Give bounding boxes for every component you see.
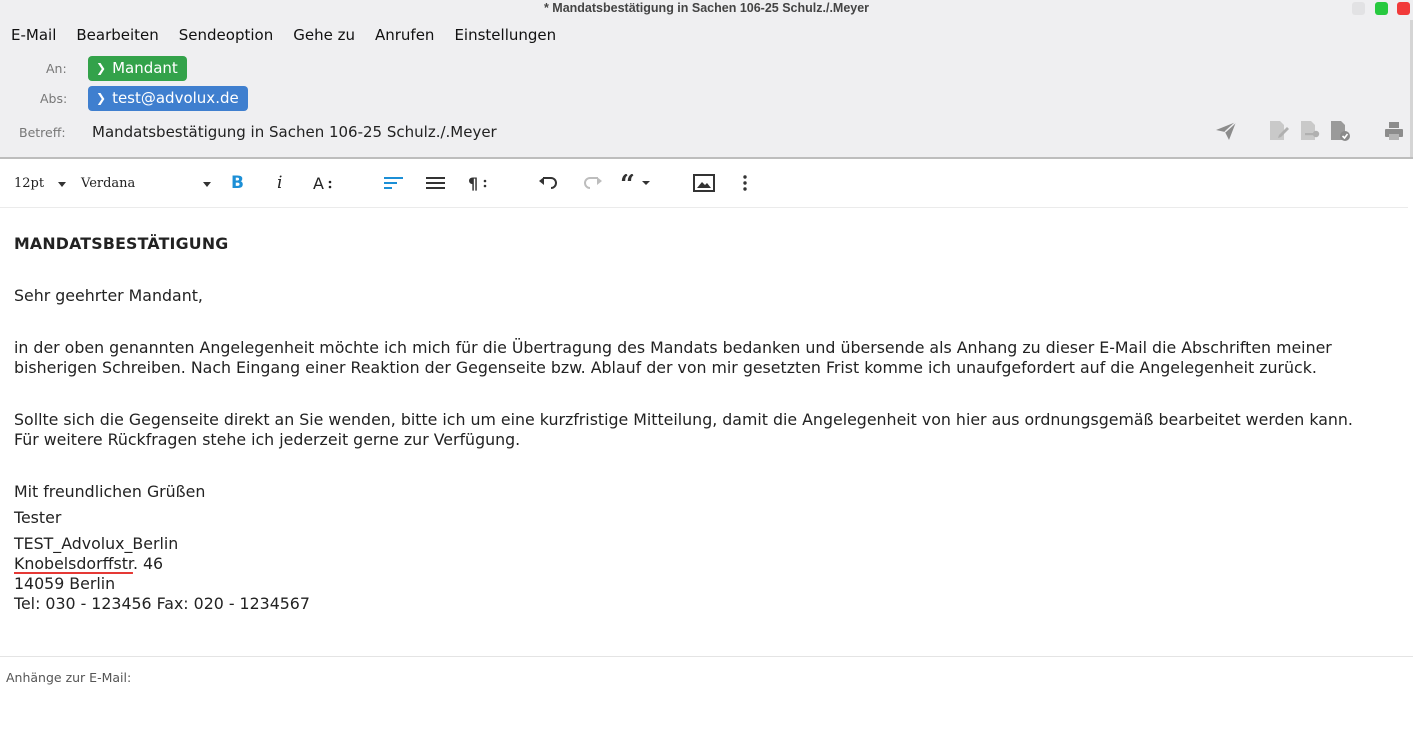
signature-name: Tester	[14, 508, 62, 527]
font-size-select[interactable]: 12pt	[14, 175, 45, 191]
format-toolbar	[0, 159, 1413, 207]
svg-text:A: A	[313, 174, 324, 193]
send-icon[interactable]	[1214, 119, 1238, 143]
paragraph-format-icon[interactable]	[468, 171, 490, 195]
from-label: Abs:	[40, 91, 68, 106]
paragraph-2-line-2: Für weitere Rückfragen stehe ich jederzeit gerne zur Verfügung.	[14, 430, 521, 449]
attachments-label: Anhänge zur E-Mail:	[6, 670, 132, 685]
maximize-button[interactable]	[1375, 2, 1388, 15]
paragraph-2-line-1: Sollte sich die Gegenseite direkt an Sie wenden, bitte ich um eine kurzfristige Mitteilung, damit die Angelegenheit von hier aus ordnungsgemäß bearbeitet werden kann.	[14, 410, 1353, 429]
svg-text:“: “	[620, 174, 635, 192]
document-check-icon[interactable]	[1328, 119, 1352, 143]
print-icon[interactable]	[1382, 119, 1406, 143]
attachments-divider	[0, 656, 1413, 657]
menu-einstellungen[interactable]: Einstellungen	[454, 26, 557, 44]
paragraph-1-line-1: in der oben genannten Angelegenheit möchte ich mich für die Übertragung des Mandats bedanken und übersende als Anhang zu dieser E-Mail die Abschriften meiner	[14, 338, 1332, 357]
misspelled-word[interactable]: Knobelsdorffstr	[14, 554, 133, 573]
letter-salutation: Sehr geehrter Mandant,	[14, 286, 203, 305]
align-left-icon[interactable]	[384, 171, 404, 195]
title-bar	[0, 0, 1413, 20]
letter-closing: Mit freundlichen Grüßen	[14, 482, 206, 501]
signature-city: 14059 Berlin	[14, 574, 116, 593]
paragraph-1-line-2: bisherigen Schreiben. Nach Eingang einer Reaktion der Gegenseite bzw. Ablauf der von mir gesetzten Frist komme ich unaufgefordert auf die Angelegenheit zurück.	[14, 358, 1317, 377]
sender-chip-label: test@advolux.de	[112, 89, 239, 107]
font-family-dropdown-icon[interactable]	[203, 171, 211, 195]
close-button[interactable]	[1397, 2, 1410, 15]
svg-text:¶: ¶	[468, 174, 479, 192]
text-size-icon[interactable]	[313, 171, 335, 195]
signature-company: TEST_Advolux_Berlin	[14, 534, 179, 553]
menu-email[interactable]: E-Mail	[11, 26, 57, 44]
insert-image-icon[interactable]	[693, 171, 715, 195]
chevron-right-icon: ❯	[96, 61, 107, 75]
more-options-icon[interactable]	[740, 171, 750, 195]
bold-button[interactable]: B	[231, 173, 244, 193]
align-justify-icon[interactable]	[426, 171, 446, 195]
font-family-select[interactable]: Verdana	[81, 175, 136, 191]
menu-anrufen[interactable]: Anrufen	[374, 26, 435, 44]
menu-sendeoption[interactable]: Sendeoption	[178, 26, 274, 44]
italic-button[interactable]: i	[277, 173, 283, 193]
font-size-dropdown-icon[interactable]	[58, 171, 66, 195]
sender-chip[interactable]	[88, 86, 248, 111]
menu-bearbeiten[interactable]: Bearbeiten	[76, 26, 159, 44]
subject-label: Betreff:	[19, 125, 66, 140]
recipient-chip[interactable]	[88, 56, 187, 81]
chevron-right-icon: ❯	[96, 91, 107, 105]
menu-gehe-zu[interactable]: Gehe zu	[293, 26, 355, 44]
undo-icon[interactable]	[538, 171, 560, 195]
quote-icon[interactable]	[620, 171, 652, 195]
signature-phone: Tel: 030 - 123456 Fax: 020 - 1234567	[14, 594, 310, 613]
edit-document-icon[interactable]	[1267, 119, 1291, 143]
window-title: * Mandatsbestätigung in Sachen 106-25 Schulz./.Meyer	[543, 1, 870, 15]
to-label: An:	[46, 61, 67, 76]
toolbar-divider	[0, 207, 1408, 208]
signature-street	[14, 554, 163, 574]
minimize-button[interactable]	[1352, 2, 1365, 15]
subject-field[interactable]: Mandatsbestätigung in Sachen 106-25 Schulz./.Meyer	[92, 123, 497, 141]
email-header	[0, 20, 1413, 157]
menu-bar	[0, 25, 565, 45]
recipient-chip-label: Mandant	[112, 59, 178, 77]
document-key-icon[interactable]	[1298, 119, 1322, 143]
redo-icon[interactable]	[581, 171, 603, 195]
letter-heading: MANDATSBESTÄTIGUNG	[14, 234, 229, 253]
street-number: . 46	[132, 554, 164, 573]
